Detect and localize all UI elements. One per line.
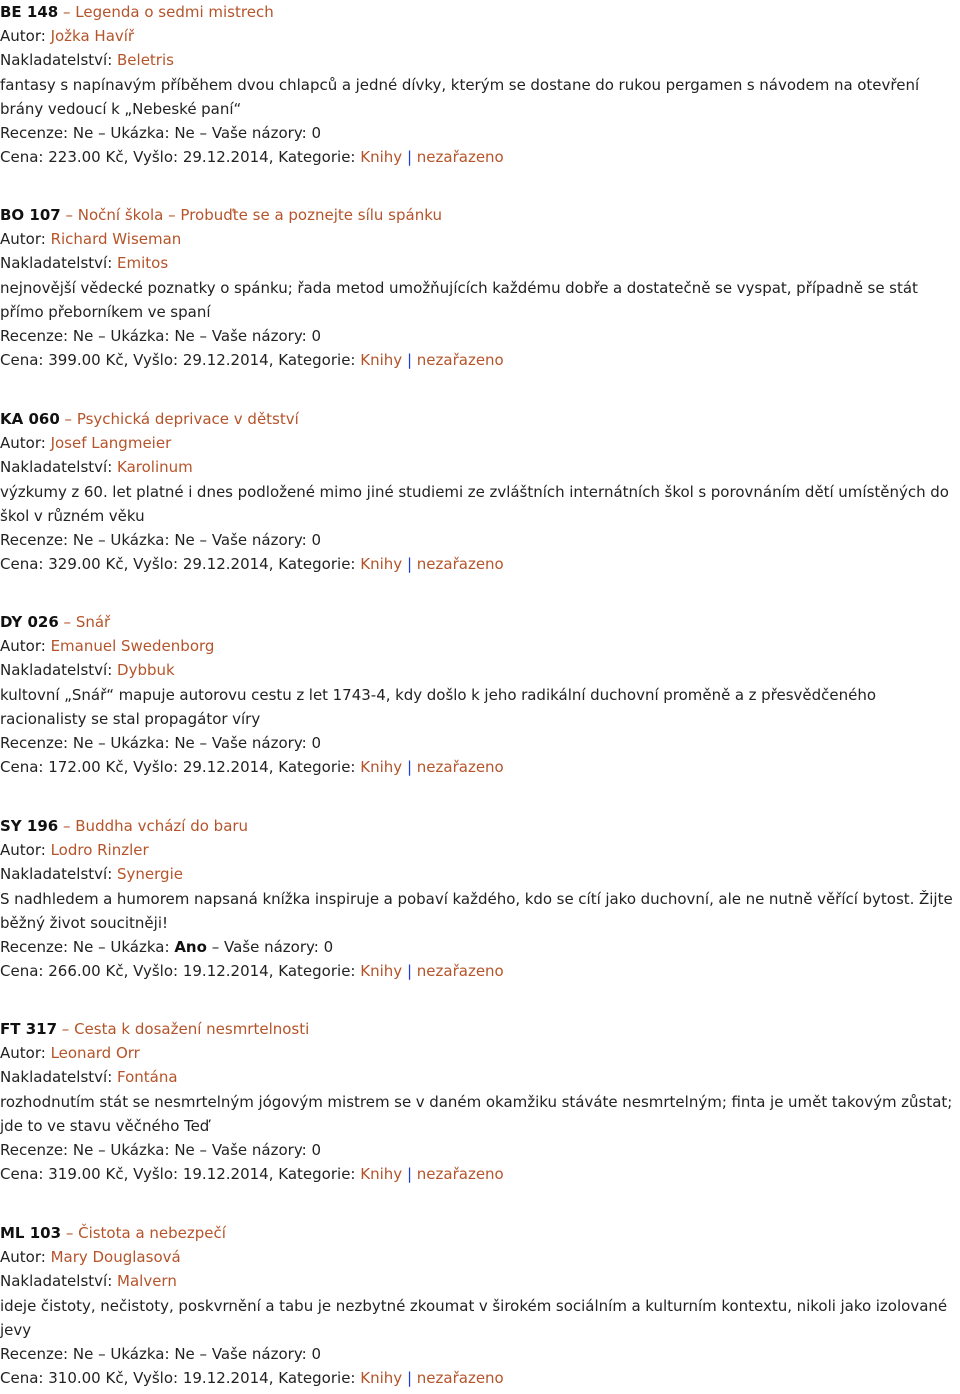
publisher-link[interactable]: Synergie xyxy=(117,865,183,884)
book-code: KA 060 xyxy=(0,410,60,428)
publisher-row: Nakladatelství: Karolinum xyxy=(0,458,193,477)
author-link[interactable]: Jožka Havíř xyxy=(50,27,135,46)
subcategory-link[interactable]: nezařazeno xyxy=(416,1165,504,1184)
book-entry xyxy=(0,203,960,372)
price-row: Cena: 310.00 Kč, Vyšlo: 19.12.2014, Kategorie: Knihy | nezařazeno xyxy=(0,1369,504,1388)
opinions-count: 0 xyxy=(311,1345,321,1364)
price-value: 223.00 Kč xyxy=(48,148,124,167)
sample-value: Ne xyxy=(174,327,195,346)
author-link[interactable]: Emanuel Swedenborg xyxy=(50,637,215,656)
book-description: nejnovější vědecké poznatky o spánku; řada metod umožňujících každému dobře a dostatečně se vyspat, případně se stát přímo přeborníkem ve spaní xyxy=(0,278,918,321)
book-description: fantasy s napínavým příběhem dvou chlapců a jedné dívky, kterým se dostane do rukou pergamen s návodem na otevření brány vedoucí k „Nebeské paní“ xyxy=(0,75,920,118)
book-title-link[interactable]: – Legenda o sedmi mistrech xyxy=(63,3,274,21)
price-value: 329.00 Kč xyxy=(48,555,124,574)
author-link[interactable]: Richard Wiseman xyxy=(50,230,182,249)
book-code: ML 103 xyxy=(0,1224,62,1242)
author-link[interactable]: Josef Langmeier xyxy=(50,434,172,453)
review-value: Ne xyxy=(72,124,94,143)
book-code: BE 148 xyxy=(0,3,59,21)
author-row: Autor: Jožka Havíř xyxy=(0,27,135,46)
book-description: S nadhledem a humorem napsaná knížka inspiruje a pobaví každého, kdo se cítí jako duchovní, ale ne nutně věřící bytost. Žijte běžný život soucitněji! xyxy=(0,889,953,932)
book-entry xyxy=(0,0,960,169)
meta-row: Recenze: Ne – Ukázka: Ne – Vaše názory: 0 xyxy=(0,1141,321,1160)
subcategory-link[interactable]: nezařazeno xyxy=(416,758,504,777)
author-row: Autor: Mary Douglasová xyxy=(0,1248,181,1267)
opinions-count: 0 xyxy=(311,734,321,753)
book-entry xyxy=(0,1017,960,1186)
publisher-row: Nakladatelství: Beletris xyxy=(0,51,174,70)
release-date: 29.12.2014 xyxy=(182,555,269,574)
price-value: 172.00 Kč xyxy=(48,758,124,777)
price-row: Cena: 266.00 Kč, Vyšlo: 19.12.2014, Kategorie: Knihy | nezařazeno xyxy=(0,962,504,981)
category-separator: | xyxy=(406,351,412,370)
category-separator: | xyxy=(406,1369,412,1388)
publisher-link[interactable]: Malvern xyxy=(117,1272,177,1291)
meta-row: Recenze: Ne – Ukázka: Ne – Vaše názory: 0 xyxy=(0,124,321,143)
opinions-count: 0 xyxy=(311,124,321,143)
category-link[interactable]: Knihy xyxy=(360,962,403,981)
sample-value: Ne xyxy=(174,734,195,753)
review-value: Ne xyxy=(72,531,94,550)
subcategory-link[interactable]: nezařazeno xyxy=(416,962,504,981)
release-date: 29.12.2014 xyxy=(182,351,269,370)
publisher-link[interactable]: Dybbuk xyxy=(117,661,175,680)
book-description: výzkumy z 60. let platné i dnes podložené mimo jiné studiemi ze zvláštních internátních škol s porovnáním dětí umístěných do škol v různém věku xyxy=(0,482,949,525)
price-row: Cena: 223.00 Kč, Vyšlo: 29.12.2014, Kategorie: Knihy | nezařazeno xyxy=(0,148,504,167)
price-row: Cena: 319.00 Kč, Vyšlo: 19.12.2014, Kategorie: Knihy | nezařazeno xyxy=(0,1165,504,1184)
price-row: Cena: 329.00 Kč, Vyšlo: 29.12.2014, Kategorie: Knihy | nezařazeno xyxy=(0,555,504,574)
book-title-link[interactable]: – Snář xyxy=(63,613,111,631)
price-value: 310.00 Kč xyxy=(48,1369,124,1388)
sample-value: Ano xyxy=(174,938,207,957)
meta-row: Recenze: Ne – Ukázka: Ano – Vaše názory: 0 xyxy=(0,938,334,957)
opinions-count: 0 xyxy=(323,938,334,957)
book-entry xyxy=(0,407,960,576)
meta-row: Recenze: Ne – Ukázka: Ne – Vaše názory: 0 xyxy=(0,734,321,753)
category-link[interactable]: Knihy xyxy=(360,555,403,574)
category-separator: | xyxy=(406,148,412,167)
author-row: Autor: Richard Wiseman xyxy=(0,230,182,249)
book-description: rozhodnutím stát se nesmrtelným jógovým mistrem se v daném okamžiku stáváte nesmrtelným; finta je umět takovým zůstat; jde to ve stavu věčného Teď xyxy=(0,1092,953,1135)
author-row: Autor: Emanuel Swedenborg xyxy=(0,637,215,656)
author-row: Autor: Leonard Orr xyxy=(0,1044,140,1063)
author-row: Autor: Lodro Rinzler xyxy=(0,841,149,860)
price-value: 319.00 Kč xyxy=(48,1165,124,1184)
category-separator: | xyxy=(406,555,412,574)
price-row: Cena: 399.00 Kč, Vyšlo: 29.12.2014, Kategorie: Knihy | nezařazeno xyxy=(0,351,504,370)
publisher-link[interactable]: Fontána xyxy=(117,1068,178,1087)
publisher-row: Nakladatelství: Malvern xyxy=(0,1272,177,1291)
category-link[interactable]: Knihy xyxy=(360,758,403,777)
review-value: Ne xyxy=(72,327,94,346)
review-value: Ne xyxy=(72,938,94,957)
book-heading xyxy=(0,1221,960,1245)
opinions-count: 0 xyxy=(311,327,321,346)
book-entry xyxy=(0,610,960,779)
price-row: Cena: 172.00 Kč, Vyšlo: 29.12.2014, Kategorie: Knihy | nezařazeno xyxy=(0,758,504,777)
category-link[interactable]: Knihy xyxy=(360,1165,403,1184)
book-code: DY 026 xyxy=(0,613,59,631)
publisher-link[interactable]: Karolinum xyxy=(117,458,193,477)
publisher-link[interactable]: Beletris xyxy=(117,51,174,70)
meta-row: Recenze: Ne – Ukázka: Ne – Vaše názory: 0 xyxy=(0,1345,321,1364)
release-date: 19.12.2014 xyxy=(182,1165,269,1184)
subcategory-link[interactable]: nezařazeno xyxy=(416,555,504,574)
category-separator: | xyxy=(406,1165,412,1184)
publisher-row: Nakladatelství: Fontána xyxy=(0,1068,178,1087)
category-link[interactable]: Knihy xyxy=(360,1369,403,1388)
book-entry xyxy=(0,814,960,983)
book-code: BO 107 xyxy=(0,206,61,224)
sample-value: Ne xyxy=(174,531,195,550)
author-link[interactable]: Leonard Orr xyxy=(50,1044,140,1063)
book-code: SY 196 xyxy=(0,817,59,835)
book-title-link[interactable]: – Čistota a nebezpečí xyxy=(65,1224,226,1242)
book-heading xyxy=(0,0,960,24)
release-date: 19.12.2014 xyxy=(182,1369,269,1388)
publisher-link[interactable]: Emitos xyxy=(117,254,169,273)
book-title-link[interactable]: – Buddha vchází do baru xyxy=(62,817,249,835)
subcategory-link[interactable]: nezařazeno xyxy=(416,1369,504,1388)
sample-value: Ne xyxy=(174,124,195,143)
opinions-count: 0 xyxy=(311,1141,321,1160)
meta-row: Recenze: Ne – Ukázka: Ne – Vaše názory: 0 xyxy=(0,531,321,550)
release-date: 19.12.2014 xyxy=(182,962,269,981)
book-heading xyxy=(0,814,960,838)
book-code: FT 317 xyxy=(0,1020,58,1038)
subcategory-link[interactable]: nezařazeno xyxy=(416,148,504,167)
book-heading xyxy=(0,407,960,431)
release-date: 29.12.2014 xyxy=(182,148,269,167)
author-row: Autor: Josef Langmeier xyxy=(0,434,172,453)
book-title-link[interactable]: – Psychická deprivace v dětství xyxy=(64,410,299,428)
book-heading xyxy=(0,1017,960,1041)
publisher-row: Nakladatelství: Emitos xyxy=(0,254,169,273)
meta-row: Recenze: Ne – Ukázka: Ne – Vaše názory: 0 xyxy=(0,327,321,346)
price-value: 399.00 Kč xyxy=(48,351,124,370)
book-entry xyxy=(0,1221,960,1390)
subcategory-link[interactable]: nezařazeno xyxy=(416,351,504,370)
book-heading xyxy=(0,610,960,634)
book-heading xyxy=(0,203,960,227)
review-value: Ne xyxy=(72,1141,94,1160)
price-value: 266.00 Kč xyxy=(48,962,124,981)
category-separator: | xyxy=(406,962,412,981)
opinions-count: 0 xyxy=(311,531,321,550)
category-separator: | xyxy=(406,758,412,777)
release-date: 29.12.2014 xyxy=(182,758,269,777)
author-link[interactable]: Lodro Rinzler xyxy=(50,841,149,860)
book-description: kultovní „Snář“ mapuje autorovu cestu z let 1743-4, kdy došlo k jeho radikální duchovní proměně a z přesvědčeného racionalisty se stal propagátor víry xyxy=(0,685,877,728)
sample-value: Ne xyxy=(174,1345,195,1364)
author-link[interactable]: Mary Douglasová xyxy=(50,1248,181,1267)
sample-value: Ne xyxy=(174,1141,195,1160)
book-title-link[interactable]: – Noční škola – Probuďte se a poznejte sílu spánku xyxy=(65,206,442,224)
category-link[interactable]: Knihy xyxy=(360,351,403,370)
book-title-link[interactable]: – Cesta k dosažení nesmrtelnosti xyxy=(61,1020,310,1038)
publisher-row: Nakladatelství: Synergie xyxy=(0,865,183,884)
book-description: ideje čistoty, nečistoty, poskvrnění a tabu je nezbytné zkoumat v širokém sociálním a kulturním kontextu, nikoli jako izolované jevy xyxy=(0,1296,948,1339)
review-value: Ne xyxy=(72,734,94,753)
publisher-row: Nakladatelství: Dybbuk xyxy=(0,661,175,680)
category-link[interactable]: Knihy xyxy=(360,148,403,167)
review-value: Ne xyxy=(72,1345,94,1364)
